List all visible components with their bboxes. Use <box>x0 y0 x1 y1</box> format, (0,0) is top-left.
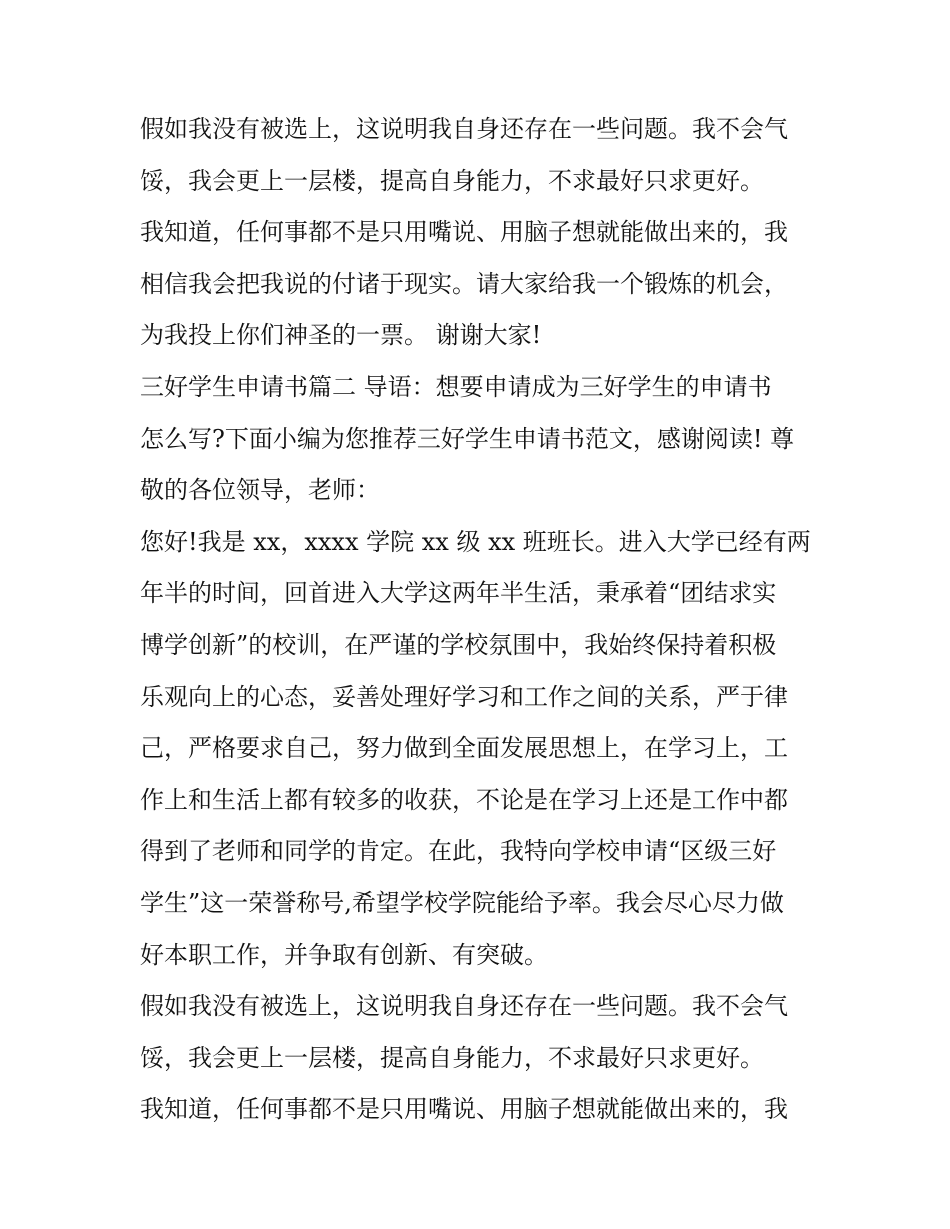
text-line: 三好学生申请书篇二 导语：想要申请成为三好学生的申请书 <box>140 372 772 401</box>
text-line: 假如我没有被选上，这说明我自身还存在一些问题。我不会气 <box>140 115 788 143</box>
text-line: 博学创新”的校训，在严谨的学校氛围中，我始终保持着积极 <box>140 630 777 659</box>
text-line: 乐观向上的心态，妥善处理好学习和工作之间的关系，严于律 <box>140 682 788 711</box>
text-line: 相信我会把我说的付诸于现实。请大家给我一个锻炼的机会， <box>140 269 788 298</box>
text-line: 馁，我会更上一层楼，提高自身能力，不求最好只求更好。 <box>140 1043 764 1072</box>
text-line: 学生”这一荣誉称号,希望学校学院能给予率。我会尽心尽力做 <box>140 888 784 917</box>
text-line: 得到了老师和同学的肯定。在此，我特向学校申请“区级三好 <box>140 837 777 866</box>
text-line: 作上和生活上都有较多的收获，不论是在学习上还是工作中都 <box>140 785 788 814</box>
text-line: 假如我没有被选上，这说明我自身还存在一些问题。我不会气 <box>140 992 788 1021</box>
text-line: 馁，我会更上一层楼，提高自身能力，不求最好只求更好。 <box>140 166 764 195</box>
document-body <box>140 104 830 1136</box>
text-line: 为我投上你们神圣的一票。 谢谢大家! <box>140 321 542 350</box>
text-line: 年半的时间，回首进入大学这两年半生活，秉承着“团结求实 <box>140 579 777 608</box>
text-line: 我知道，任何事都不是只用嘴说、用脑子想就能做出来的，我 <box>140 1095 788 1124</box>
text-line: 我知道，任何事都不是只用嘴说、用脑子想就能做出来的，我 <box>140 218 788 247</box>
text-line: 敬的各位领导，老师： <box>140 476 380 505</box>
text-line: 好本职工作，并争取有创新、有突破。 <box>140 940 548 969</box>
text-line: 己，严格要求自己，努力做到全面发展思想上，在学习上，工 <box>140 734 788 763</box>
text-line: 怎么写?下面小编为您推荐三好学生申请书范文，感谢阅读! 尊 <box>140 424 795 453</box>
text-line: 您好!我是 xx，xxxx 学院 xx 级 xx 班班长。进入大学已经有两 <box>140 527 811 556</box>
